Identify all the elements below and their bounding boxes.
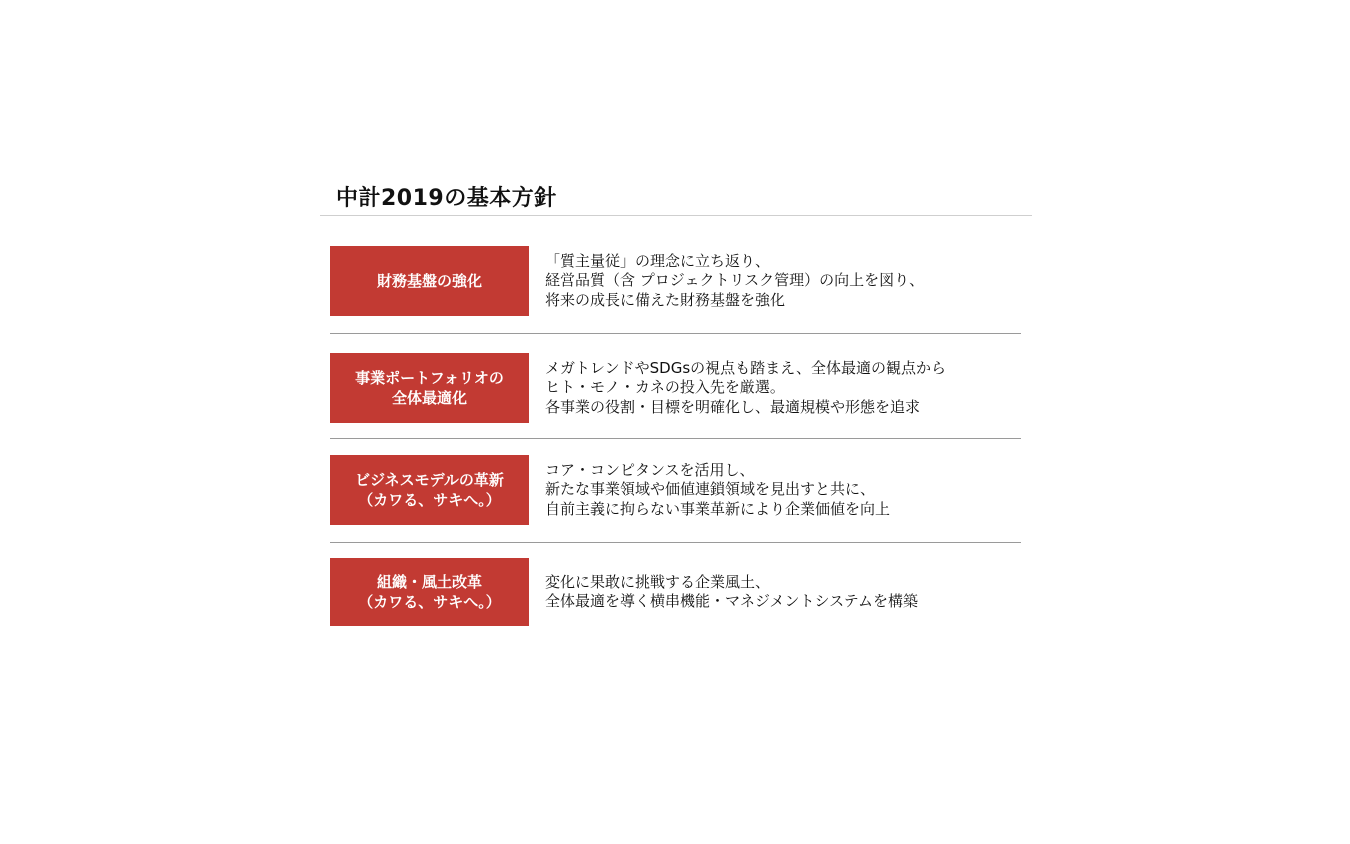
policy-label-line: ビジネスモデルの革新 <box>355 471 504 489</box>
policy-label-badge <box>330 353 529 423</box>
policy-description-line: 全体最適を導く横串機能・マネジメントシステムを構築 <box>545 592 919 610</box>
policy-description-line: 各事業の役割・目標を明確化し、最適規模や形態を追求 <box>545 397 921 416</box>
policy-label-line: （カワる、サキへ。） <box>358 491 501 509</box>
policy-label-badge <box>330 246 529 316</box>
policy-row-portfolio <box>330 353 1030 423</box>
policy-row-organization <box>330 558 1030 626</box>
policy-description <box>545 455 890 525</box>
policy-label-badge <box>330 558 529 626</box>
policy-row-business-model <box>330 455 1030 525</box>
page-title: 中計2019の基本方針 <box>336 186 557 211</box>
policy-description-line: コア・コンピタンスを活用し、 <box>545 460 755 479</box>
policy-description-line: 「質主量従」の理念に立ち返り、 <box>545 251 771 270</box>
row-divider <box>330 542 1021 543</box>
policy-label-line: 財務基盤の強化 <box>376 272 482 290</box>
policy-label-badge <box>330 455 529 525</box>
row-divider <box>330 333 1021 334</box>
policy-description-line: ヒト・モノ・カネの投入先を厳選。 <box>545 378 785 397</box>
title-underline <box>320 215 1032 216</box>
policy-description-line: メガトレンドやSDGsの視点も踏まえ、全体最適の観点から <box>545 358 947 377</box>
policy-label-line: （カワる、サキへ。） <box>358 593 501 611</box>
policy-label-line: 事業ポートフォリオの <box>355 369 504 387</box>
policy-row-financial <box>330 246 1030 316</box>
policy-description-line: 変化に果敢に挑戦する企業風土、 <box>545 572 771 591</box>
policy-description-line: 自前主義に拘らない事業革新により企業価値を向上 <box>545 499 891 518</box>
policy-description <box>545 353 946 423</box>
policy-label-line: 全体最適化 <box>391 389 467 407</box>
policy-description <box>545 246 924 316</box>
policy-description-line: 将来の成長に備えた財務基盤を強化 <box>545 290 786 309</box>
policy-description-line: 経営品質（含 プロジェクトリスク管理）の向上を図り、 <box>545 271 925 290</box>
policy-label-line: 組織・風土改革 <box>376 573 482 591</box>
policy-description-line: 新たな事業領域や価値連鎖領域を見出すと共に、 <box>545 480 876 499</box>
policy-description <box>545 558 918 626</box>
row-divider <box>330 438 1021 439</box>
